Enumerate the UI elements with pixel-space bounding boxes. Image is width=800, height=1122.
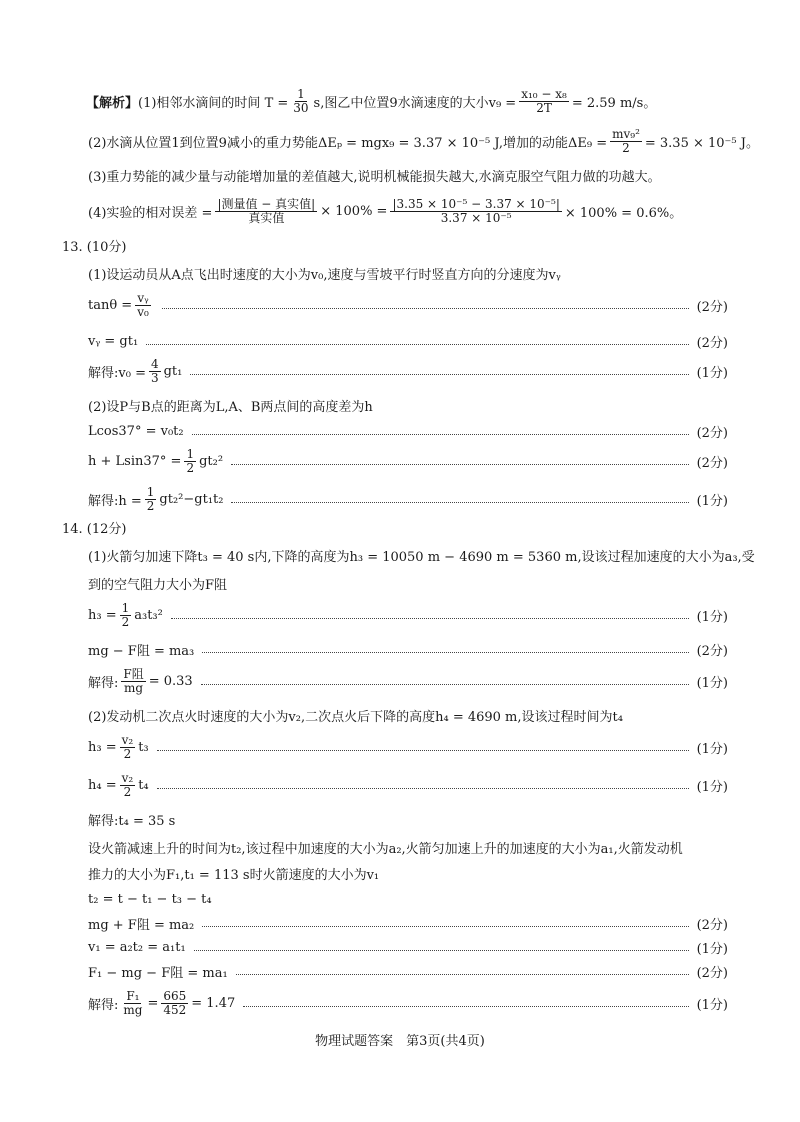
q14-eq2 [0,636,800,662]
eq-text: F₁ − mg − F阻 = ma₁ [88,965,228,981]
fraction: $\frac{665}{452}$ [163,988,187,1017]
q14-intro1b-text: 到的空气阻力大小为F阻 [88,577,228,593]
eq-text: h₃ = [88,739,117,755]
q13-intro1-text: (1)设运动员从A点飞出时速度的大小为v₀,速度与雪坡平行时竖直方向的分速度为vᵧ [88,267,561,283]
q14-eq11 [0,990,800,1016]
q14-eq4 [0,734,800,760]
q14-title: 14. (12分) [62,521,127,537]
q14-eq3 [0,668,800,694]
score: (1分) [696,365,728,381]
eq-text: mg + F阻 = ma₂ [88,917,195,933]
score: (2分) [696,917,728,933]
leader-dots [190,374,688,375]
analysis-line-2 [0,128,800,154]
fraction: $\frac{\text{mv₉²}}{2}$ [612,126,640,155]
q14-intro3b [0,860,800,886]
eq-text: gt₂²−gt₁t₂ [159,491,224,507]
score: (2分) [696,455,728,471]
fraction: $\frac{\text{F₁}}{mg}$ [123,988,143,1017]
analysis-p3: (3)重力势能的减少量与动能增加量的差值越大,说明机械能损失越大,水滴克服空气阻力做的功越大。 [88,169,661,185]
q14-eq8 [0,910,800,936]
score: (2分) [696,643,728,659]
eq-text: 解得:h = [88,493,142,509]
q14-intro1a [0,542,800,568]
fraction: $\frac{4}{3}$ [150,356,159,385]
q14-intro3a [0,834,800,860]
fraction: $\frac{\text{x₁₀ − x₈}}{2T}$ [521,86,567,115]
q14-intro2-text: (2)发动机二次点火时速度的大小为v₂,二次点火后下降的高度h₄ = 4690 m,设该过程时间为t₄ [88,709,623,725]
fraction: $\frac{1}{2}$ [121,600,130,629]
q14-eq7 [0,886,800,912]
page-footer: 物理试题答案 第3页(共4页) [315,1034,485,1049]
leader-dots [157,750,689,751]
q14-eq5 [0,772,800,798]
eq-text: vᵧ = gt₁ [88,333,139,349]
q13-header [0,232,800,258]
analysis-p4-b: × 100% = [320,203,388,219]
q13-intro1 [0,260,800,286]
q14-eq6 [0,806,800,832]
q13-eq2 [0,328,800,354]
q14-intro2 [0,702,800,728]
score: (1分) [696,609,728,625]
eq-text: a₃t₃² [134,607,163,623]
fraction: $\frac{\text{F阻}}{mg}$ [123,666,144,695]
q14-intro3b-text: 推力的大小为F₁,t₁ = 113 s时火箭速度的大小为v₁ [88,867,380,883]
leader-dots [202,926,688,927]
leader-dots [201,684,689,685]
eq-text: gt₂² [199,453,224,469]
analysis-line-1 [0,88,800,114]
score: (1分) [696,675,728,691]
q14-eq1 [0,602,800,628]
eq-text: h₃ = [88,607,117,623]
q13-eq6 [0,486,800,512]
score: (1分) [696,941,728,957]
eq-text: t₂ = t − t₁ − t₃ − t₄ [88,891,212,907]
eq-text: v₁ = a₂t₂ = a₁t₁ [88,939,186,955]
leader-dots [171,618,689,619]
eq-text: tanθ = [88,297,133,313]
analysis-tag: 【解析】 [86,95,139,111]
score: (1分) [696,493,728,509]
fraction: $\frac{\text{|测量值 − 真实值|}}{\text{真实值}}$ [217,196,316,225]
eq-text: 解得: [88,675,119,691]
q14-intro3a-text: 设火箭减速上升的时间为t₂,该过程中加速度的大小为a₂,火箭匀加速上升的加速度的大小为a₁,火箭发动机 [88,841,683,857]
fraction: $\frac{\text{|3.35 × 10⁻⁵ − 3.37 × 10⁻⁵|}}{\text{3.37 × 10⁻⁵}}$ [392,196,560,225]
q14-header [0,514,800,540]
fraction: $\frac{\text{v₂}}{2}$ [121,770,134,799]
score: (2分) [696,335,728,351]
score: (2分) [696,965,728,981]
analysis-line-3 [0,162,800,188]
q14-intro1a-text: (1)火箭匀加速下降t₃ = 40 s内,下降的高度为h₃ = 10050 m − 4690 m = 5360 m,设该过程加速度的大小为a₃,受 [88,549,755,565]
leader-dots [194,950,689,951]
score: (2分) [696,425,728,441]
leader-dots [157,788,689,789]
analysis-p4-a: (4)实验的相对误差 = [88,205,213,221]
q13-eq3 [0,358,800,384]
score: (1分) [696,741,728,757]
eq-text: 解得:t₄ = 35 s [88,813,176,829]
leader-dots [243,1006,688,1007]
q13-intro2 [0,392,800,418]
fraction: $\frac{1}{30}$ [293,86,309,115]
eq-text: h₄ = [88,777,117,793]
eq-text: h + Lsin37° = [88,453,182,469]
eq-text: t₄ [138,777,149,793]
fraction: $\frac{1}{2}$ [146,484,155,513]
q13-intro2-text: (2)设P与B点的距离为L,A、B两点间的高度差为h [88,399,373,415]
fraction: $\frac{\text{v₂}}{2}$ [121,732,134,761]
eq-text: mg − F阻 = ma₃ [88,643,195,659]
eq-text: = 1.47 [191,995,236,1011]
eq-text: Lcos37° = v₀t₂ [88,423,184,439]
analysis-p2-a: (2)水滴从位置1到位置9减小的重力势能ΔEₚ = mgx₉ = 3.37 × 10⁻⁵ J,增加的动能ΔE₉ = [88,135,608,151]
analysis-p4-c: × 100% = 0.6%。 [564,205,683,221]
eq-text: 解得: [88,997,119,1013]
eq-text: gt₁ [163,363,183,379]
score: (2分) [696,299,728,315]
score: (1分) [696,997,728,1013]
q14-intro1b [0,570,800,596]
leader-dots [202,652,688,653]
q13-title: 13. (10分) [62,239,127,255]
q13-eq4 [0,418,800,444]
analysis-line-4 [0,198,800,224]
q13-eq1 [0,292,800,318]
leader-dots [162,308,689,309]
leader-dots [236,974,689,975]
leader-dots [231,464,689,465]
q13-eq5 [0,448,800,474]
eq-text: 解得:v₀ = [88,365,146,381]
leader-dots [146,344,688,345]
q14-eq10 [0,958,800,984]
eq-text: = 0.33 [148,673,193,689]
fraction: $\frac{1}{2}$ [186,446,195,475]
leader-dots [192,434,689,435]
leader-dots [231,502,688,503]
analysis-p1-c: = 2.59 m/s。 [571,95,657,111]
fraction: $\frac{\text{vᵧ}}{\text{v₀}}$ [137,290,149,319]
analysis-p1-b: s,图乙中位置9水滴速度的大小v₉ = [313,95,517,111]
analysis-p2-b: = 3.35 × 10⁻⁵ J。 [644,135,759,151]
analysis-p1-a: (1)相邻水滴间的时间 T = [138,95,289,111]
score: (1分) [696,779,728,795]
eq-text: t₃ [138,739,149,755]
eq-text: = [147,995,159,1011]
q14-eq9 [0,934,800,960]
